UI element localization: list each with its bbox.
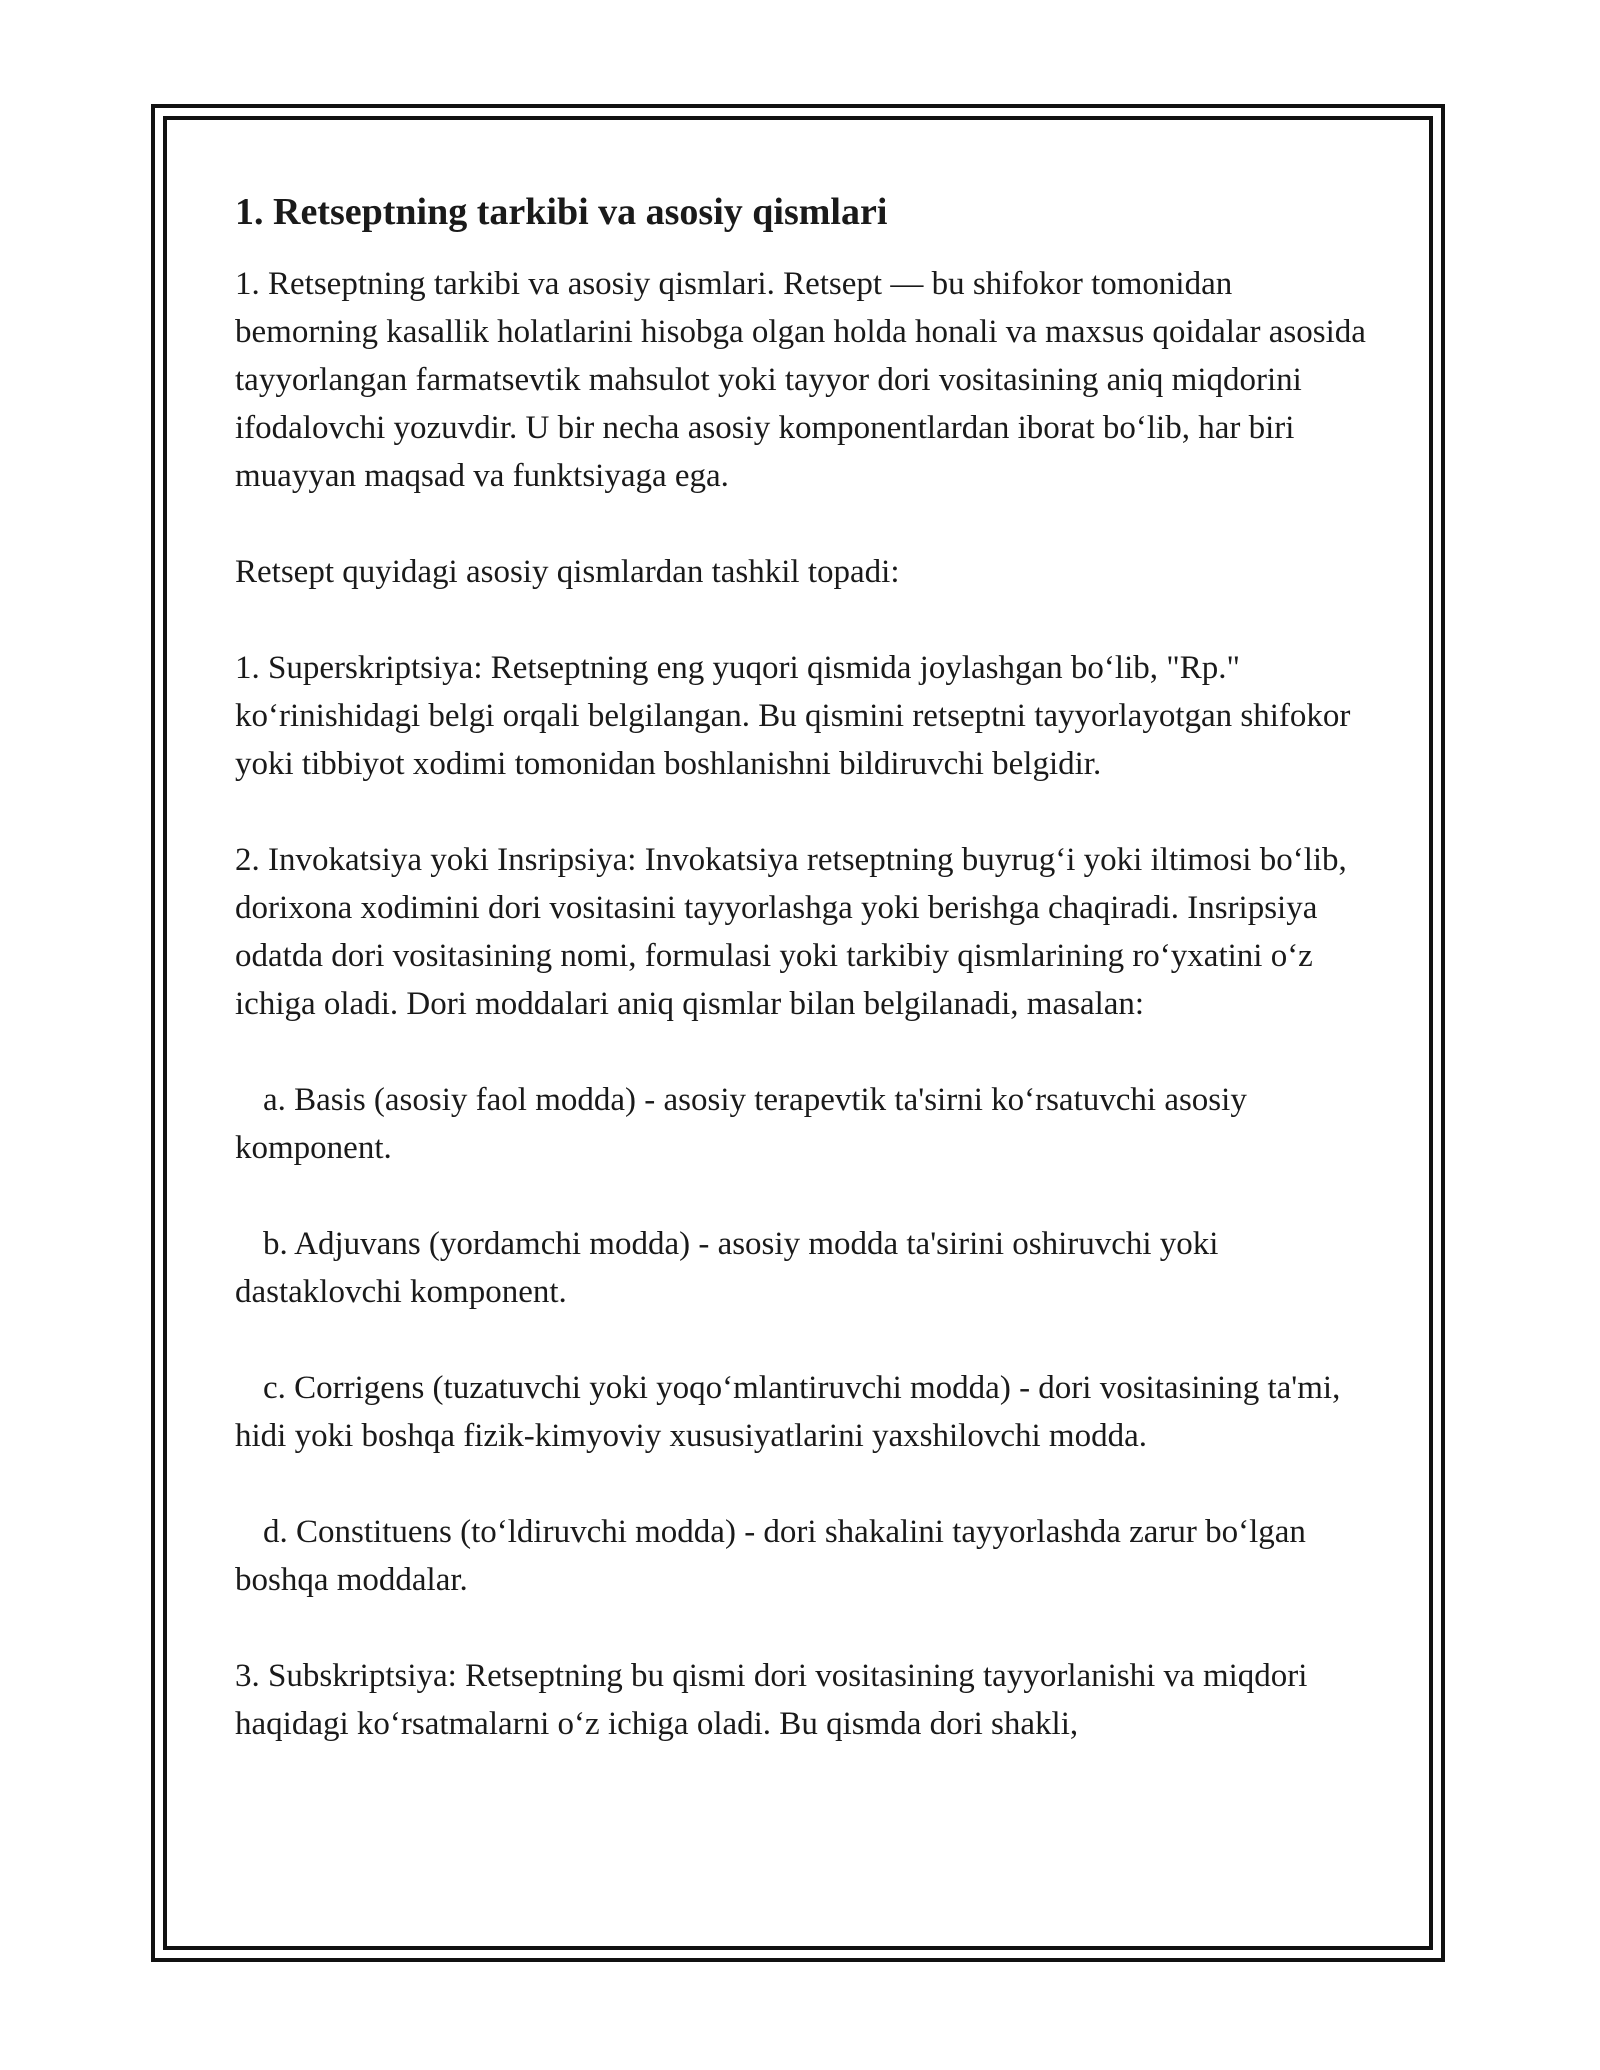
paragraph-invocation: 2. Invokatsiya yoki Insripsiya: Invokatsiya retseptning buyrugʻi yoki iltimosi boʻlib, dorixona xodimini dori vositasini tayyorlashga yoki berishga chaqiradi. Insripsiya odatda dori vositasining nomi, formulasi yoki tarkibiy qismlarining roʻyxatini oʻz ichiga oladi. Dori moddalari aniq qismlar bilan belgilanadi, masalan: xyxy=(235,842,1347,1022)
paragraph-superscription: 1. Superskriptsiya: Retseptning eng yuqori qismida joylashgan boʻlib, "Rp." koʻrinishidagi belgi orqali belgilangan. Bu qismini retseptni tayyorlayotgan shifokor yoki tibbiyot xodimi tomonidan boshlanishni bildiruvchi belgidir. xyxy=(235,650,1351,782)
paragraph-parts-intro: Retsept quyidagi asosiy qismlardan tashkil topadi: xyxy=(235,554,900,590)
document-body xyxy=(235,186,1375,1748)
section-heading: 1. Retseptning tarkibi va asosiy qismlari xyxy=(235,191,888,233)
paragraph-subscription: 3. Subskriptsiya: Retseptning bu qismi dori vositasining tayyorlanishi va miqdori haqidagi koʻrsatmalarni oʻz ichiga oladi. Bu qismda dori shakli, xyxy=(235,1658,1308,1742)
paragraph-basis: a. Basis (asosiy faol modda) - asosiy terapevtik ta'sirni koʻrsatuvchi asosiy komponent. xyxy=(235,1082,1247,1166)
paragraph-intro: 1. Retseptning tarkibi va asosiy qismlari. Retsept — bu shifokor tomonidan bemorning kasallik holatlarini hisobga olgan holda honali va maxsus qoidalar asosida tayyorlangan farmatsevtik mahsulot yoki tayyor dori vositasining aniq miqdorini ifodalovchi yozuvdir. U bir necha asosiy komponentlardan iborat boʻlib, har biri muayyan maqsad va funktsiyaga ega. xyxy=(235,266,1366,494)
paragraph-constituens: d. Constituens (toʻldiruvchi modda) - dori shakalini tayyorlashda zarur boʻlgan boshqa moddalar. xyxy=(235,1514,1306,1598)
paragraph-corrigens: c. Corrigens (tuzatuvchi yoki yoqoʻmlantiruvchi modda) - dori vositasining ta'mi, hidi yoki boshqa fizik-kimyoviy xususiyatlarini yaxshilovchi modda. xyxy=(235,1370,1341,1454)
paragraph-adjuvans: b. Adjuvans (yordamchi modda) - asosiy modda ta'sirini oshiruvchi yoki dastaklovchi komponent. xyxy=(235,1226,1219,1310)
